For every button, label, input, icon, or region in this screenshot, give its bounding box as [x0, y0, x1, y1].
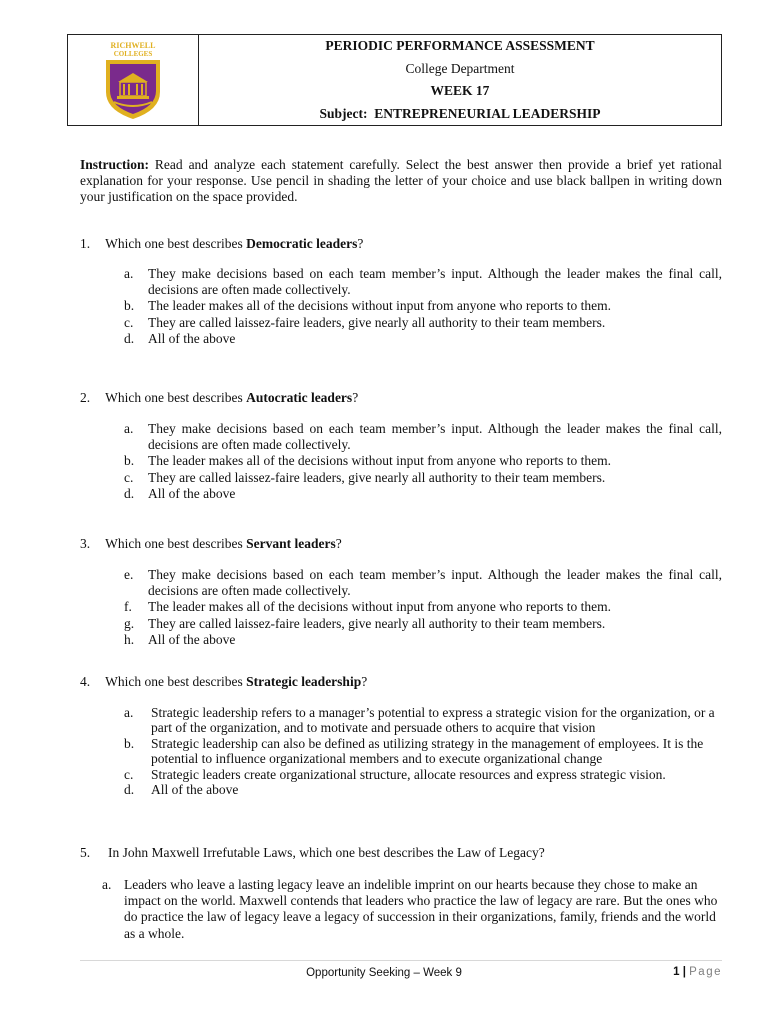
- option-letter: b.: [124, 298, 135, 314]
- question-number: 2.: [80, 390, 91, 405]
- instruction-text: Read and analyze each statement carefully. Select the best answer then provide a brief yet rational explanation for your response. Use pencil in shading the letter of your choice and use black ballpen in writing down your justification on the space provided.: [80, 157, 722, 204]
- option-letter: g.: [124, 615, 135, 631]
- svg-text:COLLEGES: COLLEGES: [113, 50, 153, 58]
- subject-line: [199, 103, 721, 126]
- option-text: They make decisions based on each team member’s input. Although the leader makes the final call, decisions are often made collectively.: [148, 421, 722, 453]
- option-letter: b.: [124, 453, 135, 469]
- option[interactable]: [124, 782, 722, 797]
- option-text: Leaders who leave a lasting legacy leave an indelible imprint on our hearts because they chose to make an impact on the world. Maxwell contends that leaders who practice the law of legacy are rare. But the ones who do practice the law of legacy leave a legacy of succession in their organizations, family, friends and the world as a whole.: [124, 877, 718, 941]
- option-letter: h.: [124, 631, 135, 647]
- question-number: 4.: [80, 674, 91, 689]
- svg-text:RICHWELL: RICHWELL: [110, 41, 156, 50]
- option-text: They are called laissez-faire leaders, give nearly all authority to their team members.: [148, 314, 606, 330]
- question-1-options: [124, 266, 722, 347]
- question-prefix: Which one best describes: [105, 536, 247, 551]
- logo-cell: [68, 35, 199, 125]
- question-number: 5.: [80, 845, 91, 860]
- option-letter: c.: [124, 469, 134, 485]
- question-prefix: In John Maxwell Irrefutable Laws, which one best describes the Law of Legacy?: [108, 845, 545, 860]
- question-prefix: Which one best describes: [105, 390, 247, 405]
- instruction: [80, 157, 722, 205]
- option[interactable]: [124, 470, 722, 486]
- option-text: All of the above: [148, 330, 236, 346]
- header-titles: [199, 35, 721, 125]
- question-keyword: Autocratic leaders: [246, 390, 353, 405]
- option-text: Strategic leadership refers to a manager’s potential to express a strategic vision for the organization, or a part of the organization, and to motivate and persuade others to acquire that vision: [151, 705, 715, 736]
- page-word: Page: [689, 966, 722, 978]
- option-text: They make decisions based on each team member’s input. Although the leader makes the final call, decisions are often made collectively.: [148, 567, 722, 599]
- footer-divider: [80, 960, 722, 961]
- subject-label: Subject:: [319, 105, 368, 121]
- option[interactable]: [124, 453, 722, 469]
- option-text: All of the above: [151, 782, 239, 798]
- question-suffix: ?: [352, 390, 359, 405]
- option-text: Strategic leaders create organizational structure, allocate resources and express strategic vision.: [151, 766, 666, 782]
- option-text: They are called laissez-faire leaders, give nearly all authority to their team members.: [148, 469, 606, 485]
- question-3-options: [124, 567, 722, 648]
- question-suffix: ?: [361, 674, 368, 689]
- option-letter: a.: [124, 705, 134, 720]
- option[interactable]: [124, 767, 722, 782]
- question-keyword: Servant leaders: [246, 536, 336, 551]
- department: College Department: [405, 60, 515, 76]
- option-text: The leader makes all of the decisions without input from anyone who reports to them.: [148, 453, 612, 469]
- question-prefix: Which one best describes: [105, 674, 247, 689]
- question-5: [80, 845, 722, 861]
- option[interactable]: [124, 298, 722, 314]
- subject-value: ENTREPRENEURIAL LEADERSHIP: [374, 105, 601, 121]
- option[interactable]: [124, 315, 722, 331]
- assessment-title: PERIODIC PERFORMANCE ASSESSMENT: [325, 38, 595, 53]
- question-suffix: ?: [357, 236, 364, 251]
- option-text: All of the above: [148, 485, 236, 501]
- option[interactable]: [124, 705, 722, 736]
- option-letter: b.: [124, 735, 135, 751]
- option-letter: d.: [124, 330, 135, 346]
- option-letter: f.: [124, 599, 132, 615]
- option-letter: c.: [124, 314, 134, 330]
- option[interactable]: [124, 331, 722, 347]
- option-text: They are called laissez-faire leaders, give nearly all authority to their team members.: [148, 615, 606, 631]
- question-1: [80, 236, 722, 252]
- question-4-options: [124, 705, 722, 797]
- question-4: [80, 674, 722, 690]
- option-text: They make decisions based on each team member’s input. Although the leader makes the final call, decisions are often made collectively.: [148, 266, 722, 298]
- option[interactable]: [124, 486, 722, 502]
- richwell-colleges-logo: [100, 40, 166, 120]
- question-2: [80, 390, 722, 406]
- option-letter: d.: [124, 782, 135, 798]
- question-2-options: [124, 421, 722, 502]
- option[interactable]: [124, 266, 722, 298]
- question-suffix: ?: [335, 536, 342, 551]
- option-letter: c.: [124, 766, 134, 782]
- option[interactable]: [124, 567, 722, 599]
- question-number: 3.: [80, 536, 91, 551]
- option-text: The leader makes all of the decisions without input from anyone who reports to them.: [148, 599, 612, 615]
- option-letter: a.: [124, 266, 134, 281]
- question-number: 1.: [80, 236, 91, 251]
- page-separator: |: [682, 966, 686, 978]
- question-prefix: Which one best describes: [105, 236, 247, 251]
- header-table: [67, 34, 722, 126]
- question-keyword: Democratic leaders: [246, 236, 358, 251]
- option-text: Strategic leadership can also be defined as utilizing strategy in the management of employees. It is the potential to influence organizational members and to execute organizational change: [151, 735, 704, 767]
- week: WEEK 17: [430, 83, 490, 98]
- option[interactable]: [102, 877, 722, 942]
- option-text: The leader makes all of the decisions without input from anyone who reports to them.: [148, 298, 612, 314]
- option-letter: e.: [124, 567, 134, 582]
- footer-page-number: [673, 966, 722, 978]
- option-text: All of the above: [148, 631, 236, 647]
- question-5-options: [102, 877, 722, 942]
- footer-title: Opportunity Seeking – Week 9: [306, 967, 462, 979]
- option[interactable]: [124, 599, 722, 615]
- option[interactable]: [124, 616, 722, 632]
- option-letter: a.: [102, 877, 112, 892]
- question-3: [80, 536, 722, 552]
- question-keyword: Strategic leadership: [246, 674, 362, 689]
- option[interactable]: [124, 632, 722, 648]
- option-letter: d.: [124, 485, 135, 501]
- option[interactable]: [124, 736, 722, 767]
- instruction-label: Instruction:: [80, 157, 150, 172]
- option-letter: a.: [124, 421, 134, 436]
- page-number: 1: [673, 966, 680, 978]
- option[interactable]: [124, 421, 722, 453]
